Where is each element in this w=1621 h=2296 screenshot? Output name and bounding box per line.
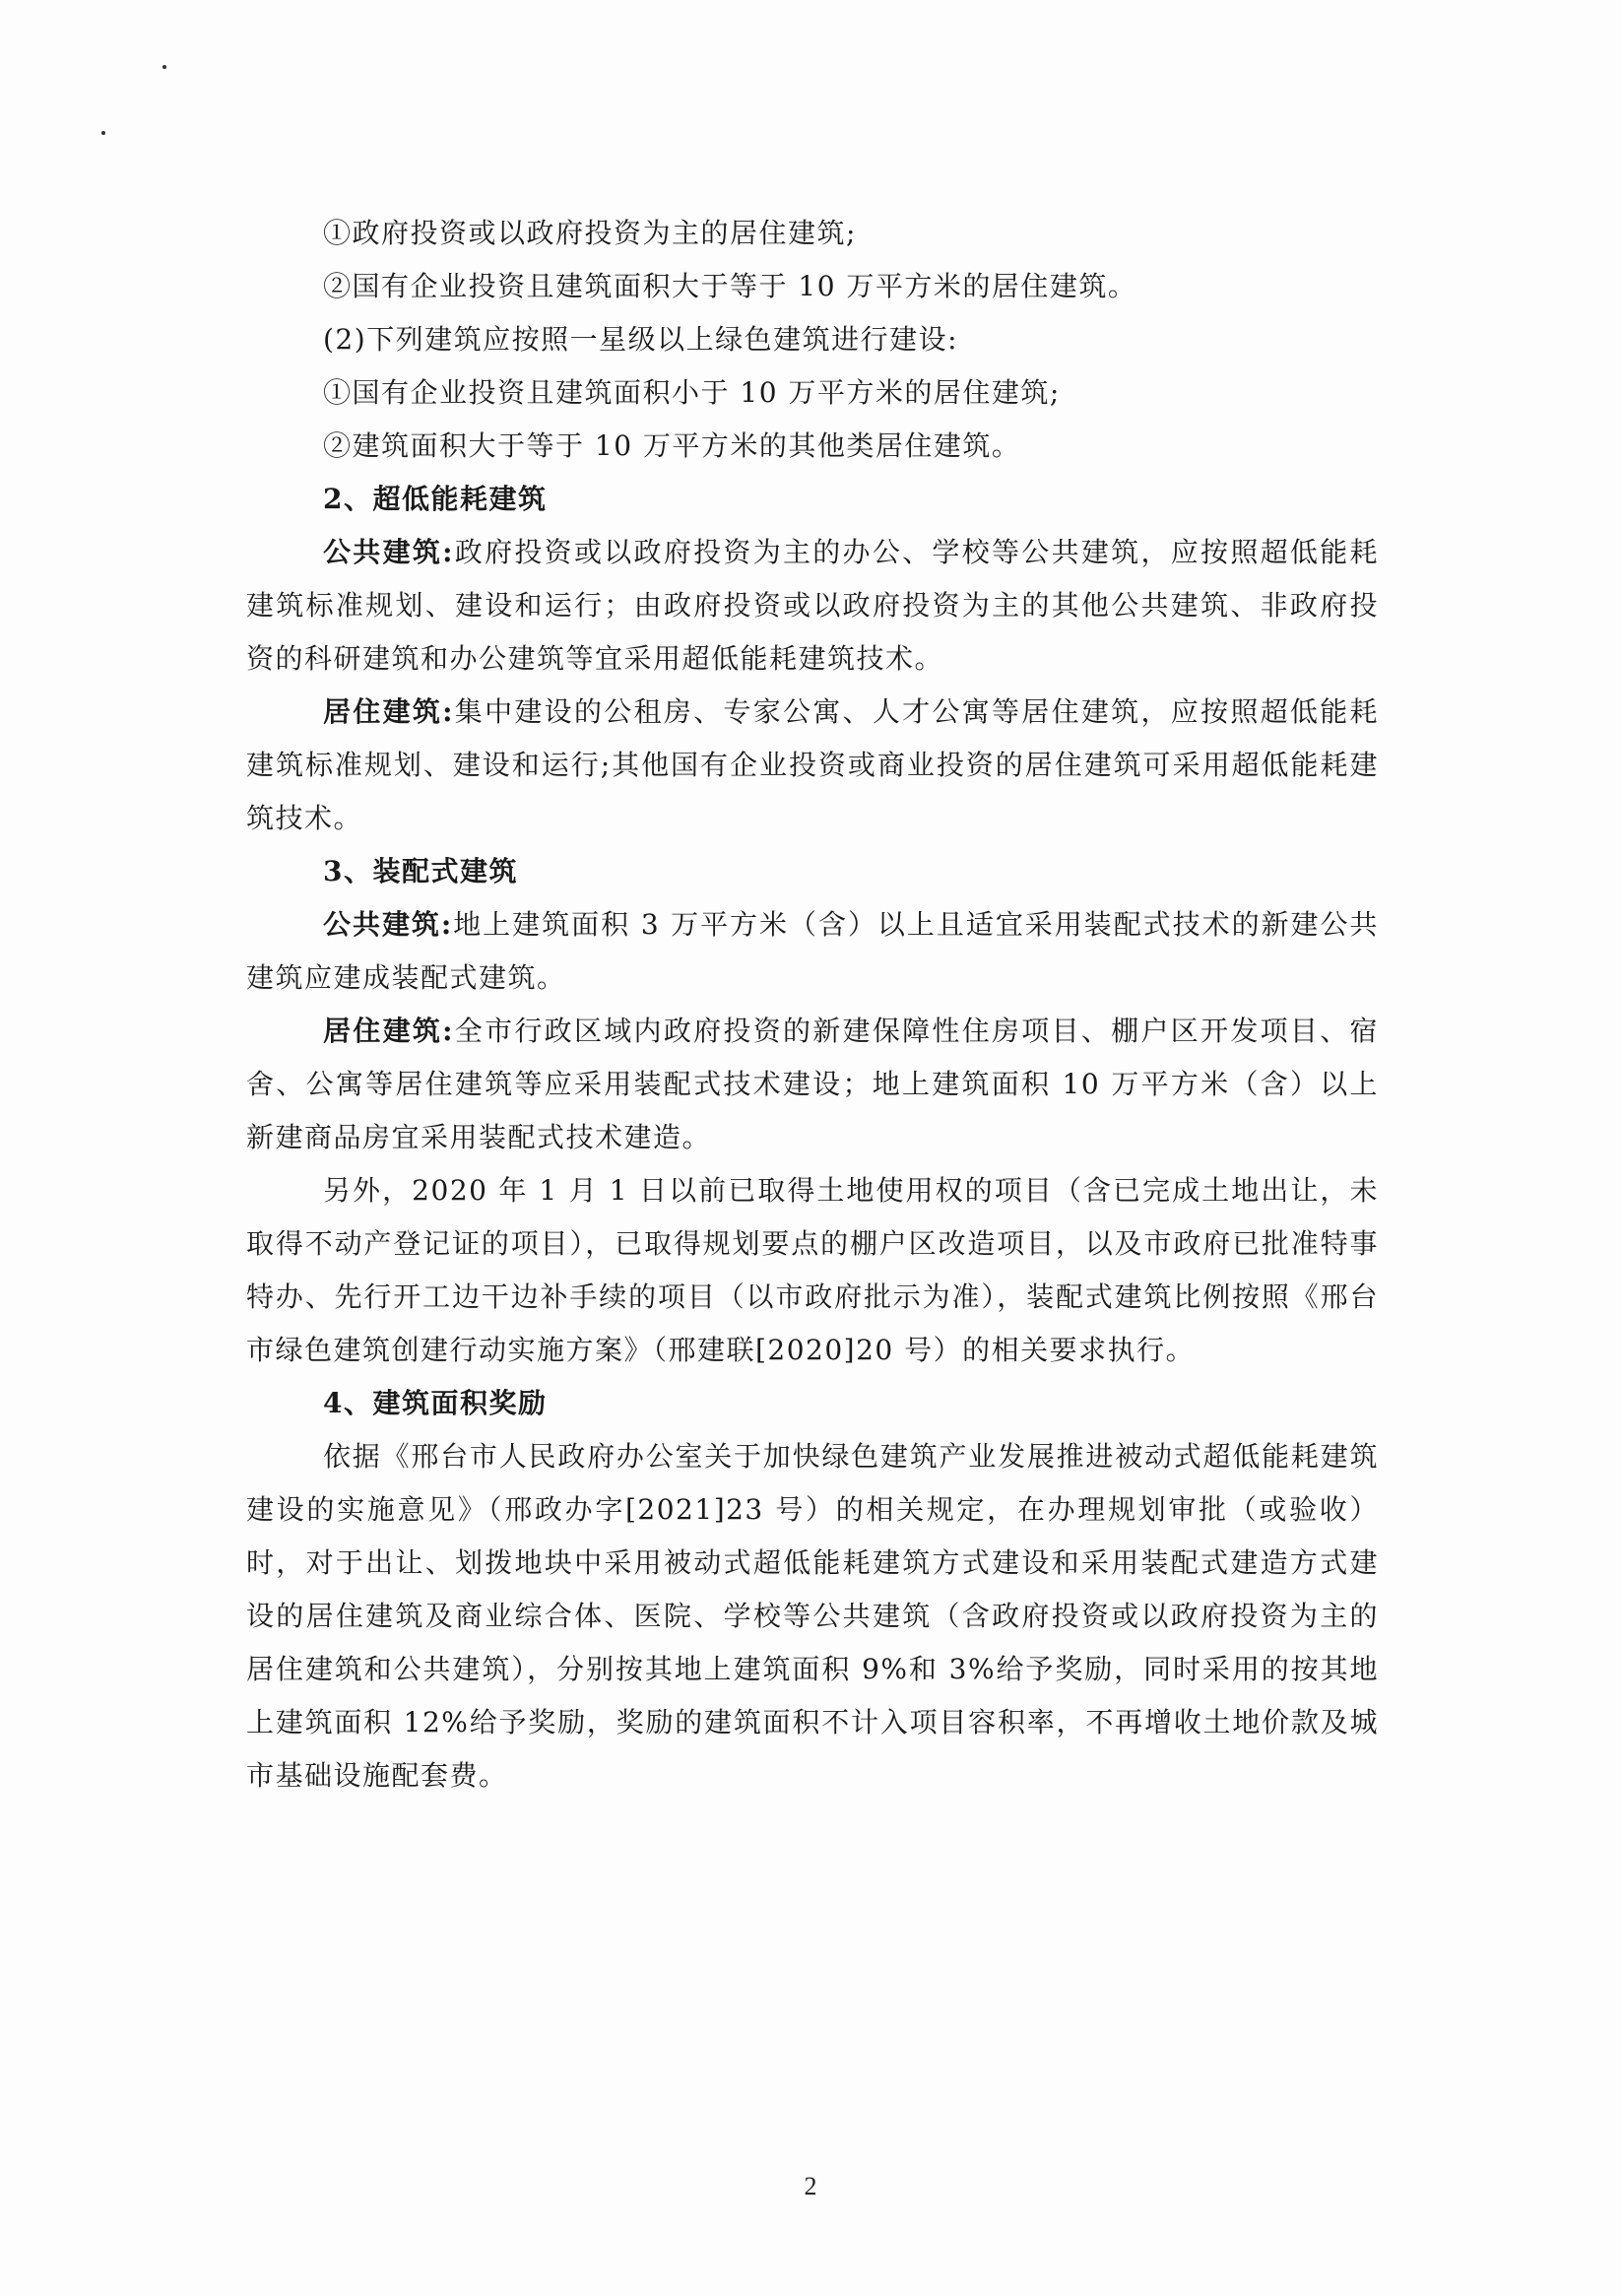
ultra-low-residential-label: 居住建筑: (323, 695, 454, 728)
ultra-low-public-text: 政府投资或以政府投资为主的办公、学校等公共建筑，应按照超低能耗建筑标准规划、建设和运行；由政府投资或以政府投资为主的其他公共建筑、非政府投资的科研建筑和办公建筑等宜采用超低能耗建筑技术。 (246, 536, 1379, 675)
ultra-low-residential-paragraph (246, 686, 1379, 845)
prefab-residential-paragraph (246, 1005, 1379, 1164)
award-paragraph: 依据《邢台市人民政府办公室关于加快绿色建筑产业发展推进被动式超低能耗建筑建设的实施意见》（邢政办字[2021]23 号）的相关规定，在办理规划审批（或验收）时，对于出让、划拨地块中采用被动式超低能耗建筑方式建设和采用装配式建造方式建设的居住建筑及商业综合体、医院、学校等公共建筑（含政府投资或以政府投资为主的居住建筑和公共建筑），分别按其地上建筑面积 9%和 3%给予奖励，同时采用的按其地上建筑面积 12%给予奖励，奖励的建筑面积不计入项目容积率，不再增收土地价款及城市基础设施配套费。 (246, 1440, 1379, 1792)
scan-speck (101, 131, 105, 135)
list2-item1: ①国有企业投资且建筑面积小于 10 万平方米的居住建筑; (323, 376, 1061, 409)
scan-speck (162, 65, 166, 69)
prefab-public-label: 公共建筑: (323, 908, 453, 941)
prefab-residential-label: 居住建筑: (323, 1015, 454, 1047)
list2-item2: ②建筑面积大于等于 10 万平方米的其他类居住建筑。 (323, 429, 1021, 462)
heading-area-award: 4、建筑面积奖励 (323, 1387, 548, 1419)
ultra-low-public-paragraph (246, 526, 1379, 686)
list1-item1: ①政府投资或以政府投资为主的居住建筑; (323, 217, 857, 249)
document-body (246, 207, 1379, 1803)
prefab-public-paragraph (246, 898, 1379, 1005)
section2-intro: (2)下列建筑应按照一星级以上绿色建筑进行建设: (323, 323, 959, 356)
heading-prefab: 3、装配式建筑 (323, 855, 518, 887)
heading-ultra-low-energy: 2、超低能耗建筑 (323, 483, 548, 515)
prefab-additional-paragraph: 另外，2020 年 1 月 1 日以前已取得土地使用权的项目（含已完成土地出让，未取得不动产登记证的项目），已取得规划要点的棚户区改造项目，以及市政府已批准特事特办、先行开工边干边补手续的项目（以市政府批示为准），装配式建筑比例按照《邢台市绿色建筑创建行动实施方案》（邢建联[2020]20 号）的相关要求执行。 (246, 1174, 1379, 1366)
page-number: 2 (804, 2172, 817, 2200)
list1-item2: ②国有企业投资且建筑面积大于等于 10 万平方米的居住建筑。 (323, 270, 1137, 302)
prefab-public-text: 地上建筑面积 3 万平方米（含）以上且适宜采用装配式技术的新建公共建筑应建成装配式建筑。 (246, 908, 1379, 994)
ultra-low-residential-text: 集中建设的公租房、专家公寓、人才公寓等居住建筑，应按照超低能耗建筑标准规划、建设和运行;其他国有企业投资或商业投资的居住建筑可采用超低能耗建筑技术。 (246, 695, 1379, 834)
ultra-low-public-label: 公共建筑: (323, 536, 454, 568)
prefab-residential-text: 全市行政区域内政府投资的新建保障性住房项目、棚户区开发项目、宿舍、公寓等居住建筑等应采用装配式技术建设；地上建筑面积 10 万平方米（含）以上新建商品房宜采用装配式技术建造。 (246, 1015, 1379, 1153)
